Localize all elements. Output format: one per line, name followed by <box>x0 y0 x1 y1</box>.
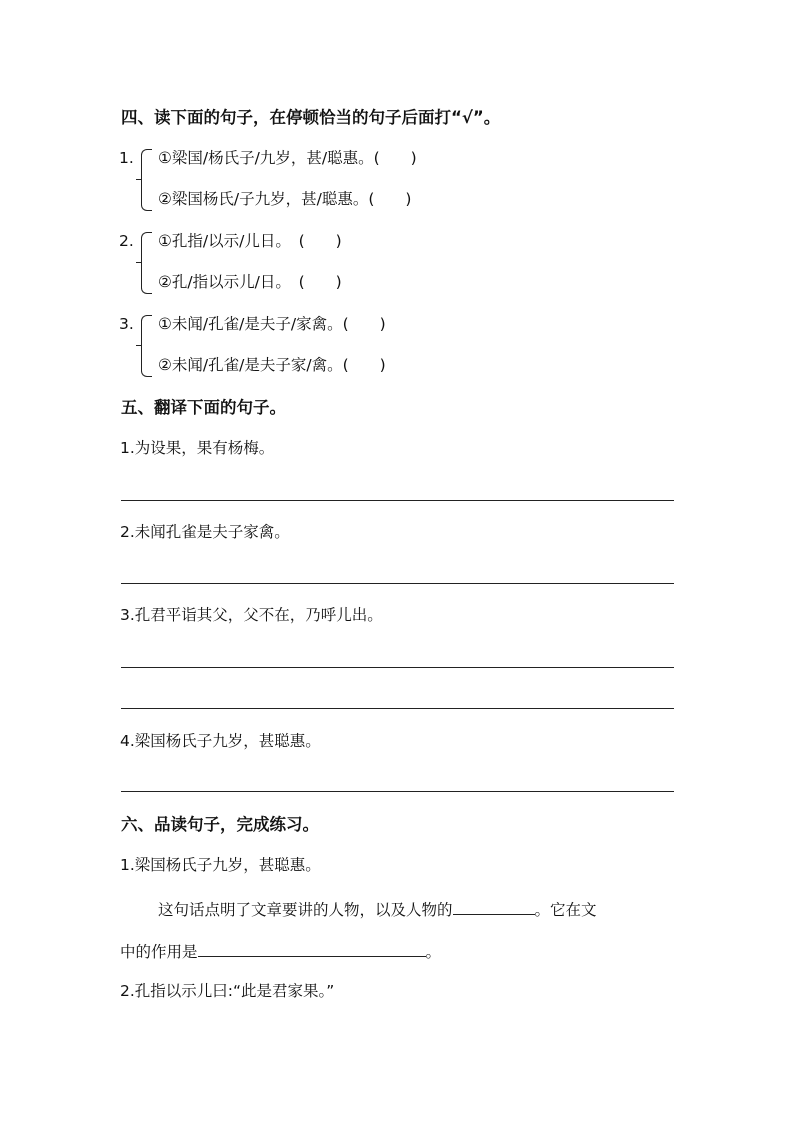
paragraph-text: 这句话点明了文章要讲的人物，以及人物的 <box>158 901 453 919</box>
brace-tick <box>136 262 142 263</box>
item-number: 3. <box>119 315 134 333</box>
option-text: ②梁国杨氏/子九岁，甚/聪惠。( ) <box>158 190 412 208</box>
paragraph-text: 。 <box>425 943 442 961</box>
section-five-heading: 五、翻译下面的句子。 <box>121 398 286 417</box>
sentence-text: 3.孔君平诣其父，父不在，乃呼儿出。 <box>120 606 383 624</box>
option-text: ①梁国/杨氏子/九岁，甚/聪惠。( ) <box>158 149 417 167</box>
section-four-heading: 四、读下面的句子，在停顿恰当的句子后面打“√”。 <box>121 108 501 127</box>
paragraph-line <box>120 942 441 961</box>
answer-line[interactable] <box>121 791 674 792</box>
sentence-text: 2.孔指以示儿曰:“此是君家果。” <box>120 982 335 1000</box>
sentence-text: 2.未闻孔雀是夫子家禽。 <box>120 523 290 541</box>
paragraph-line <box>158 900 597 919</box>
paragraph-text: 。它在文 <box>534 901 597 919</box>
sentence-text: 4.梁国杨氏子九岁，甚聪惠。 <box>120 732 321 750</box>
option-text: ①孔指/以示/儿日。 ( ) <box>158 232 342 250</box>
option-text: ②未闻/孔雀/是夫子家/禽。( ) <box>158 356 386 374</box>
answer-line[interactable] <box>121 583 674 584</box>
item-number: 1. <box>119 149 134 167</box>
brace-tick <box>136 179 142 180</box>
brace-tick <box>136 345 142 346</box>
answer-line[interactable] <box>121 500 674 501</box>
brace <box>141 149 152 211</box>
answer-line[interactable] <box>121 708 674 709</box>
item-number: 2. <box>119 232 134 250</box>
brace <box>141 232 152 294</box>
fill-blank[interactable] <box>453 900 535 915</box>
brace <box>141 315 152 377</box>
answer-line[interactable] <box>121 667 674 668</box>
option-text: ②孔/指以示儿/日。 ( ) <box>158 273 342 291</box>
section-six-heading: 六、品读句子，完成练习。 <box>121 815 319 834</box>
paragraph-text: 中的作用是 <box>120 943 198 961</box>
sentence-text: 1.为设果，果有杨梅。 <box>120 439 275 457</box>
option-text: ①未闻/孔雀/是夫子/家禽。( ) <box>158 315 386 333</box>
sentence-text: 1.梁国杨氏子九岁，甚聪惠。 <box>120 856 321 874</box>
fill-blank[interactable] <box>198 942 426 957</box>
